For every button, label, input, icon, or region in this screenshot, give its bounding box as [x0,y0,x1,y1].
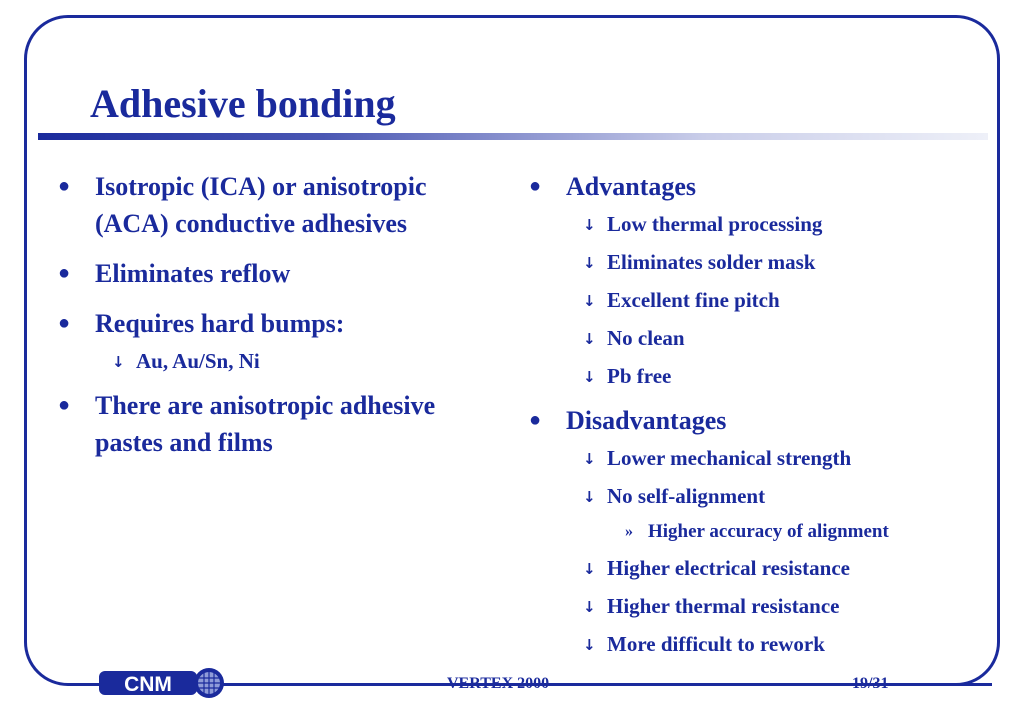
sub-bullet-text: Lower mechanical strength [607,446,852,470]
footer-rule-right [904,683,992,686]
arrow-down-icon: ↓ [583,636,596,654]
sub-bullet-item [566,363,999,389]
sub-bullet-item [566,445,999,471]
bullet-dot-icon: ● [58,262,71,284]
arrow-down-icon: ↓ [583,488,596,506]
sub-sub-bullet-item [566,521,999,543]
title-underline [38,133,988,140]
sub-bullet-text: No self-alignment [607,484,766,508]
sub-bullet-text: Au, Au/Sn, Ni [136,349,260,373]
arrow-down-icon: ↓ [583,216,596,234]
bullet-dot-icon: ● [529,175,542,197]
sub-bullet-item [566,325,999,351]
sub-bullet-text: Higher thermal resistance [607,594,840,618]
sub-bullet-list [95,348,498,374]
cnm-logo [97,665,229,704]
sub-bullet-text: Low thermal processing [607,212,823,236]
sub-bullet-text: Eliminates solder mask [607,250,816,274]
bullet-text: Requires hard bumps: [95,309,345,338]
sub-bullet-item [566,631,999,657]
bullet-item [58,387,498,461]
bullet-dot-icon: ● [58,175,71,197]
page-number: 19/31 [852,675,889,692]
arrow-down-icon: ↓ [583,368,596,386]
arrow-down-icon: ↓ [583,254,596,272]
bullet-item [58,168,498,242]
sub-bullet-item [95,348,498,374]
bullet-dot-icon: ● [58,394,71,416]
bullet-item [58,255,498,292]
slide-title: Adhesive bonding [90,81,396,126]
footer-rule-left [228,683,440,686]
arrow-down-icon: ↓ [583,450,596,468]
bullet-dot-icon: ● [529,409,542,431]
sub-bullet-item [566,483,999,509]
arrow-down-icon: ↓ [583,292,596,310]
left-column [58,168,498,474]
right-column [529,168,999,670]
sub-bullet-text: Excellent fine pitch [607,288,780,312]
arrow-down-icon: ↓ [583,560,596,578]
bullet-item [529,402,999,657]
sub-bullet-item [566,249,999,275]
sub-sub-bullet-text: Higher accuracy of alignment [648,521,889,542]
sub-bullet-item [566,287,999,313]
sub-bullet-text: Higher electrical resistance [607,556,850,580]
sub-bullet-item [566,555,999,581]
sub-bullet-list [566,445,999,657]
footer-title: VERTEX 2000 [447,675,550,692]
chevron-double-right-icon: » [625,523,633,540]
sub-sub-bullet-list [566,521,999,543]
sub-bullet-text: More difficult to rework [607,632,825,656]
bullet-text: Eliminates reflow [95,259,291,288]
bullet-text: There are anisotropic adhesive pastes and films [95,391,436,457]
left-bullet-list [58,168,498,461]
bullet-item [529,168,999,389]
sub-bullet-list [566,211,999,389]
sub-bullet-text: Pb free [607,364,672,388]
sub-bullet-item [566,211,999,237]
bullet-dot-icon: ● [58,312,71,334]
arrow-down-icon: ↓ [112,353,125,371]
bullet-item [58,305,498,374]
footer-rule-middle [576,683,842,686]
arrow-down-icon: ↓ [583,598,596,616]
sub-bullet-text: No clean [607,326,685,350]
right-bullet-list [529,168,999,657]
arrow-down-icon: ↓ [583,330,596,348]
bullet-text: Isotropic (ICA) or anisotropic (ACA) conductive adhesives [95,172,427,238]
logo-text: CNM [124,673,172,696]
sub-bullet-item [566,593,999,619]
bullet-text: Disadvantages [566,406,727,435]
bullet-text: Advantages [566,172,697,201]
